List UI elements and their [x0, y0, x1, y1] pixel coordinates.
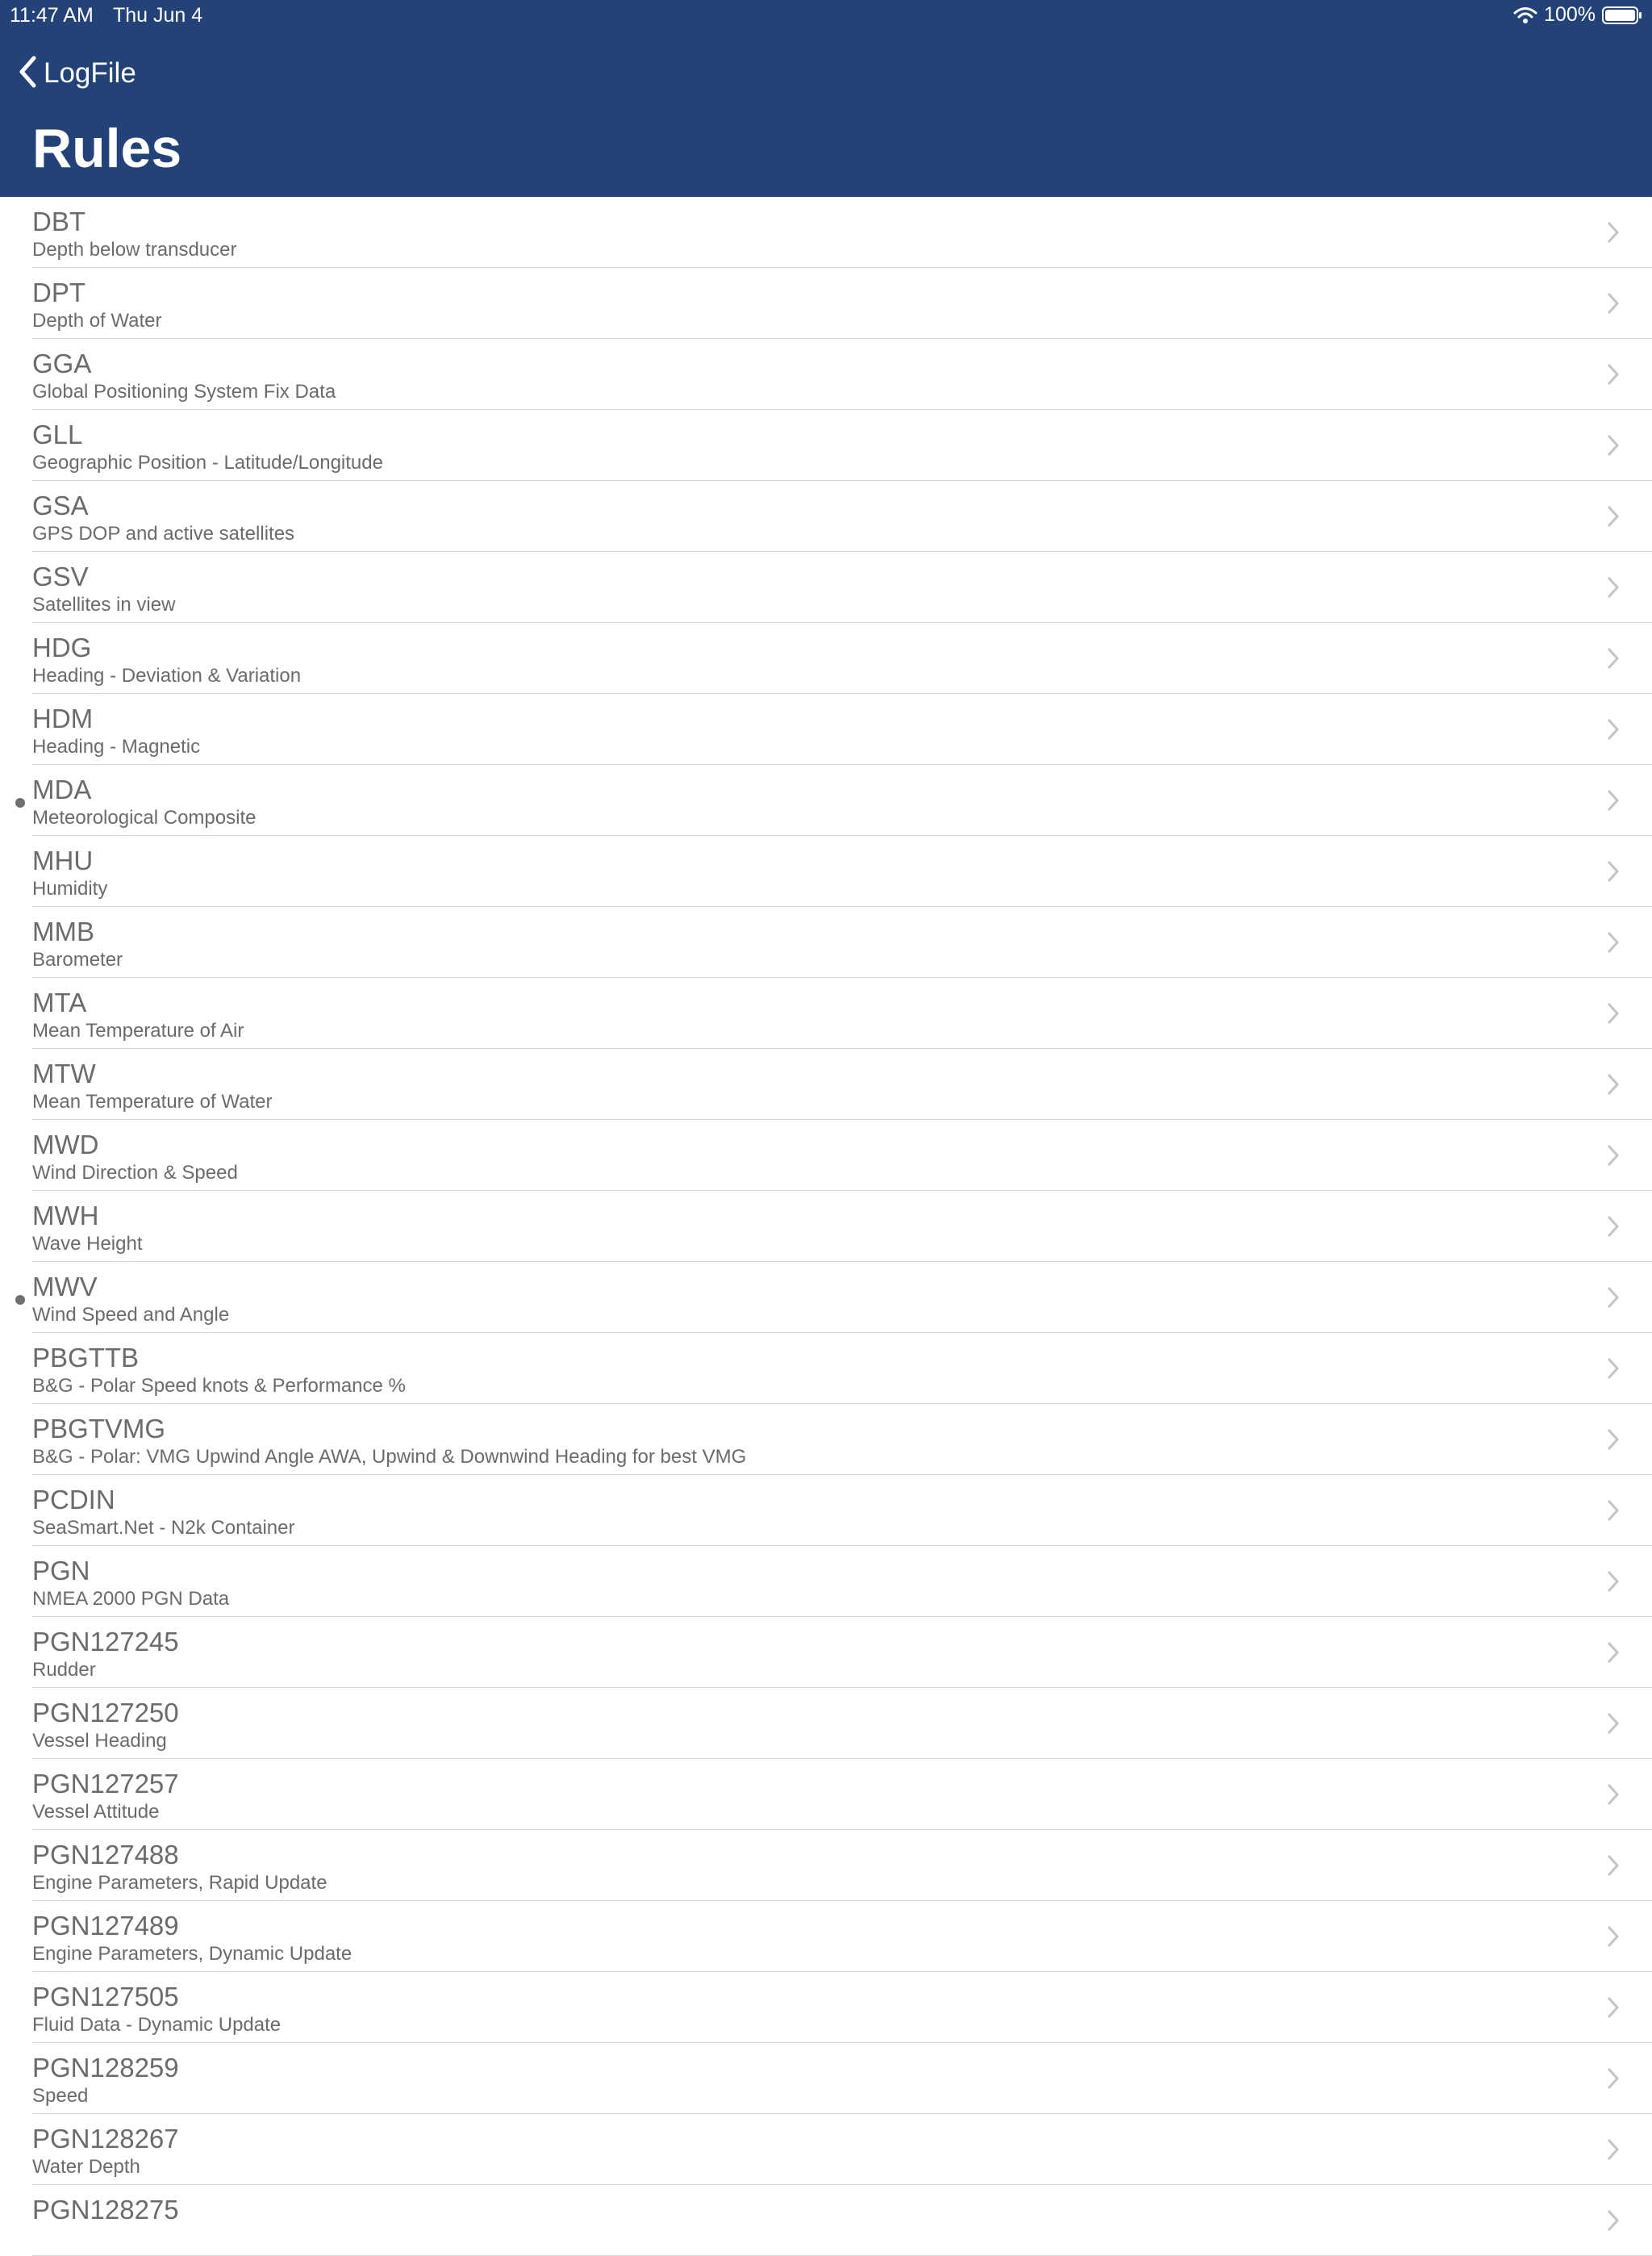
rule-description: Wind Speed and Angle	[32, 1304, 230, 1326]
chevron-right-icon	[1607, 434, 1620, 461]
wifi-icon	[1513, 6, 1537, 24]
rule-code: PGN127488	[32, 1840, 179, 1870]
list-item[interactable]	[0, 1262, 1652, 1333]
battery-icon	[1602, 6, 1642, 25]
rule-description: Depth below transducer	[32, 239, 237, 261]
list-item[interactable]	[0, 1688, 1652, 1759]
list-item[interactable]	[0, 1404, 1652, 1475]
rule-code: PCDIN	[32, 1485, 115, 1514]
chevron-right-icon	[1607, 363, 1620, 390]
status-date: Thu Jun 4	[113, 4, 203, 27]
list-item[interactable]	[0, 2043, 1652, 2114]
rule-description: Wind Direction & Speed	[32, 1162, 238, 1184]
chevron-right-icon	[1607, 1783, 1620, 1810]
rule-description: Global Positioning System Fix Data	[32, 381, 336, 403]
rule-code: GSA	[32, 491, 89, 520]
rule-code: PBGTVMG	[32, 1414, 166, 1443]
chevron-right-icon	[1607, 221, 1620, 248]
unread-dot-indicator	[15, 1295, 25, 1305]
chevron-right-icon	[1607, 789, 1620, 816]
rule-code: PGN127245	[32, 1627, 179, 1656]
rule-code: MTW	[32, 1059, 96, 1088]
chevron-right-icon	[1607, 1712, 1620, 1739]
rule-code: GGA	[32, 349, 92, 378]
chevron-right-icon	[1607, 505, 1620, 532]
chevron-right-icon	[1607, 1996, 1620, 2023]
rule-code: PBGTTB	[32, 1343, 140, 1372]
rule-code: PGN128275	[32, 2195, 179, 2225]
status-bar	[0, 0, 1652, 32]
rule-description: GPS DOP and active satellites	[32, 523, 295, 545]
list-item[interactable]	[0, 1049, 1652, 1120]
chevron-right-icon	[1607, 1073, 1620, 1100]
chevron-right-icon	[1607, 2138, 1620, 2165]
rule-code: PGN127250	[32, 1698, 179, 1728]
rule-description: Engine Parameters, Dynamic Update	[32, 1943, 353, 1965]
chevron-right-icon	[1607, 1428, 1620, 1455]
list-item[interactable]	[0, 1475, 1652, 1546]
list-item[interactable]	[0, 197, 1652, 268]
navigation-header	[0, 0, 1652, 197]
rule-description: Wave Height	[32, 1233, 143, 1255]
page-title: Rules	[32, 118, 182, 179]
chevron-right-icon	[1607, 1215, 1620, 1242]
rule-description: B&G - Polar: VMG Upwind Angle AWA, Upwind & Downwind Heading for best VMG	[32, 1446, 747, 1468]
rule-code: GLL	[32, 420, 83, 449]
rule-code: PGN127489	[32, 1911, 179, 1941]
chevron-left-icon	[18, 55, 39, 93]
rule-description: SeaSmart.Net - N2k Container	[32, 1517, 295, 1539]
status-time: 11:47 AM	[10, 4, 94, 27]
list-item[interactable]	[0, 1191, 1652, 1262]
chevron-right-icon	[1607, 292, 1620, 319]
chevron-right-icon	[1607, 1570, 1620, 1597]
rule-description: Vessel Heading	[32, 1730, 167, 1752]
chevron-right-icon	[1607, 931, 1620, 958]
rule-code: HDM	[32, 704, 94, 733]
list-item[interactable]	[0, 552, 1652, 623]
list-item[interactable]	[0, 339, 1652, 410]
rule-description: Vessel Attitude	[32, 1801, 160, 1823]
list-item[interactable]	[0, 481, 1652, 552]
rule-description: Satellites in view	[32, 594, 176, 616]
list-item[interactable]	[0, 1333, 1652, 1404]
rule-description: Depth of Water	[32, 310, 162, 332]
rule-code: PGN128267	[32, 2124, 179, 2154]
list-item[interactable]	[0, 836, 1652, 907]
rule-description: Mean Temperature of Water	[32, 1091, 273, 1113]
rule-description: NMEA 2000 PGN Data	[32, 1588, 230, 1610]
list-item[interactable]	[0, 2185, 1652, 2256]
rule-description: Humidity	[32, 878, 108, 900]
list-item[interactable]	[0, 978, 1652, 1049]
rule-code: MWH	[32, 1201, 99, 1230]
battery-percent: 100%	[1544, 3, 1596, 26]
chevron-right-icon	[1607, 576, 1620, 603]
chevron-right-icon	[1607, 2209, 1620, 2236]
rule-description: Geographic Position - Latitude/Longitude	[32, 452, 383, 474]
rule-description: Meteorological Composite	[32, 807, 257, 829]
rule-code: MHU	[32, 846, 94, 875]
list-item[interactable]	[0, 1546, 1652, 1617]
status-indicators	[1513, 3, 1642, 27]
rule-description: Water Depth	[32, 2156, 140, 2178]
list-item[interactable]	[0, 1617, 1652, 1688]
rule-code: PGN127257	[32, 1769, 179, 1799]
chevron-right-icon	[1607, 1925, 1620, 1952]
rule-code: PGN127505	[32, 1982, 179, 2012]
rule-code: DPT	[32, 278, 86, 307]
rule-code: GSV	[32, 562, 89, 591]
rule-description: Speed	[32, 2085, 89, 2107]
list-item[interactable]	[0, 1759, 1652, 1830]
rule-code: MWD	[32, 1130, 99, 1159]
list-item[interactable]	[0, 907, 1652, 978]
list-item[interactable]	[0, 410, 1652, 481]
list-item[interactable]	[0, 1972, 1652, 2043]
unread-dot-indicator	[15, 798, 25, 808]
rule-description: Fluid Data - Dynamic Update	[32, 2014, 282, 2036]
chevron-right-icon	[1607, 2067, 1620, 2094]
list-item[interactable]	[0, 1830, 1652, 1901]
list-item[interactable]	[0, 765, 1652, 836]
chevron-right-icon	[1607, 860, 1620, 887]
back-button-label: LogFile	[44, 57, 136, 89]
rule-description: Rudder	[32, 1659, 96, 1681]
chevron-right-icon	[1607, 718, 1620, 745]
rule-description: Mean Temperature of Air	[32, 1020, 244, 1042]
rule-description: Heading - Magnetic	[32, 736, 201, 758]
rule-code: PGN	[32, 1556, 90, 1585]
list-item[interactable]	[0, 1901, 1652, 1972]
chevron-right-icon	[1607, 647, 1620, 674]
chevron-right-icon	[1607, 1286, 1620, 1313]
rule-description: Engine Parameters, Rapid Update	[32, 1872, 327, 1894]
rule-description: Heading - Deviation & Variation	[32, 665, 302, 687]
rule-code: MDA	[32, 775, 92, 804]
rule-description: Barometer	[32, 949, 123, 971]
chevron-right-icon	[1607, 1854, 1620, 1881]
chevron-right-icon	[1607, 1357, 1620, 1384]
chevron-right-icon	[1607, 1002, 1620, 1029]
list-item[interactable]	[0, 268, 1652, 339]
chevron-right-icon	[1607, 1499, 1620, 1526]
rule-description: B&G - Polar Speed knots & Performance %	[32, 1375, 406, 1397]
back-button[interactable]	[18, 53, 136, 94]
chevron-right-icon	[1607, 1641, 1620, 1668]
list-item[interactable]	[0, 2114, 1652, 2185]
rule-code: MMB	[32, 917, 94, 946]
rule-code: HDG	[32, 633, 92, 662]
rules-list	[0, 197, 1652, 2225]
list-item[interactable]	[0, 1120, 1652, 1191]
rule-code: PGN128259	[32, 2053, 179, 2083]
chevron-right-icon	[1607, 1144, 1620, 1171]
rule-code: MTA	[32, 988, 87, 1017]
rule-code: MWV	[32, 1272, 98, 1301]
list-item[interactable]	[0, 623, 1652, 694]
rule-code: DBT	[32, 207, 86, 236]
list-item[interactable]	[0, 694, 1652, 765]
